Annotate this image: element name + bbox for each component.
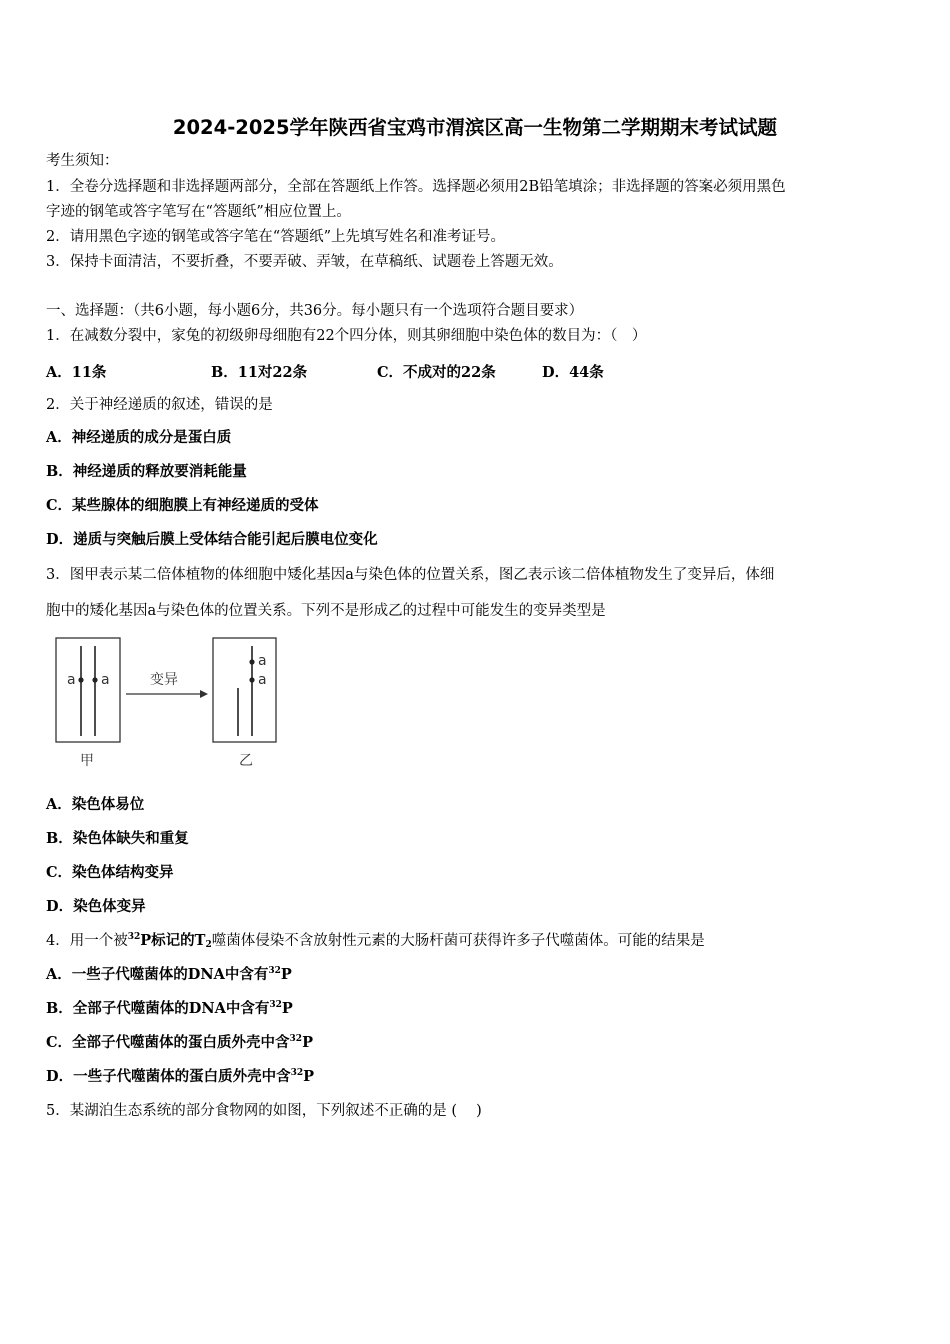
question-4-option-d-text: D．一些子代噬菌体的蛋白质外壳中含 (46, 1068, 291, 1085)
question-2-option-c: C．某些腺体的细胞膜上有神经递质的受体 (46, 497, 319, 514)
notice-item-1-line-1: 1．全卷分选择题和非选择题两部分，全部在答题纸上作答。选择题必须用2B铅笔填涂；非选择题的答案必须用黑色 (46, 179, 786, 195)
question-4-stem-part-2: P标记的T (140, 932, 206, 949)
question-4-option-c-isotope: 32 (289, 1034, 303, 1044)
question-1-option-c: C．不成对的22条 (377, 364, 496, 381)
notice-heading: 考生须知： (46, 153, 119, 169)
notice-item-2: 2．请用黑色字迹的钢笔或答字笔在“答题纸”上先填写姓名和准考证号。 (46, 229, 506, 245)
question-4-option-c (46, 1033, 313, 1053)
cell-jia-box (56, 638, 120, 742)
cell-yi-gene-locus-bottom (249, 677, 254, 682)
question-1-option-a: A．11条 (46, 364, 107, 381)
cell-yi-gene-locus-top (249, 659, 254, 664)
cell-jia-gene-locus-left (78, 677, 83, 682)
question-1-option-d: D．44条 (542, 364, 604, 381)
question-2-stem: 2．关于神经递质的叙述，错误的是 (46, 397, 273, 413)
page-title: 2024-2025学年陕西省宝鸡市渭滨区高一生物第二学期期末考试试题 (172, 116, 778, 139)
question-3-option-d: D．染色体变异 (46, 898, 146, 915)
question-4-option-d-isotope: 32 (290, 1068, 304, 1078)
question-4-stem-part-1: 4．用一个被 (46, 933, 128, 949)
question-4-isotope-mass: 32 (127, 932, 141, 942)
question-1-option-b: B．11对22条 (211, 364, 308, 381)
question-4-option-b (46, 999, 293, 1019)
section-heading: 一、选择题：（共6小题，每小题6分，共36分。每小题只有一个选项符合题目要求） (46, 303, 584, 319)
question-4-stem-part-3: 噬菌体侵染不含放射性元素的大肠杆菌可获得许多子代噬菌体。可能的结果是 (211, 933, 705, 949)
figure-label-jia: 甲 (80, 753, 94, 769)
variation-arrow-head (200, 690, 208, 698)
question-2-option-a: A．神经递质的成分是蛋白质 (46, 429, 232, 446)
question-4-option-d (46, 1067, 314, 1087)
question-4-option-b-text: B．全部子代噬菌体的DNA中含有 (46, 1000, 270, 1017)
question-3-option-b: B．染色体缺失和重复 (46, 830, 189, 847)
question-1-stem: 1．在减数分裂中，家兔的初级卵母细胞有22个四分体，则其卵细胞中染色体的数目为：（ ） (46, 328, 647, 344)
cell-yi-gene-label-bottom: a (258, 672, 267, 688)
question-4-option-c-text: C．全部子代噬菌体的蛋白质外壳中含 (46, 1034, 290, 1051)
question-2-option-d: D．递质与突触后膜上受体结合能引起后膜电位变化 (46, 531, 378, 548)
question-2-option-b: B．神经递质的释放要消耗能量 (46, 463, 247, 480)
question-4-option-c-element: P (302, 1034, 313, 1051)
question-4-option-b-isotope: 32 (269, 1000, 282, 1010)
question-3-stem-line-2: 胞中的矮化基因a与染色体的位置关系。下列不是形成乙的过程中可能发生的变异类型是 (46, 603, 606, 619)
cell-jia-gene-label-left: a (67, 672, 76, 688)
question-4-option-a (46, 965, 292, 985)
question-3-stem-line-1: 3．图甲表示某二倍体植物的体细胞中矮化基因a与染色体的位置关系，图乙表示该二倍体植物发生了变异后，体细 (46, 567, 775, 583)
question-3-option-c: C．染色体结构变异 (46, 864, 174, 881)
cell-yi-gene-label-top: a (258, 653, 267, 669)
question-4-phage-subscript: 2 (205, 940, 212, 950)
notice-item-1-line-2: 字迹的钢笔或答字笔写在“答题纸”相应位置上。 (46, 204, 351, 220)
figure-label-yi: 乙 (239, 753, 253, 769)
question-5-stem: 5．某湖泊生态系统的部分食物网的如图，下列叙述不正确的是 ( ) (46, 1103, 482, 1119)
question-3-option-a: A．染色体易位 (46, 796, 145, 813)
question-4-option-a-element: P (280, 966, 292, 983)
variation-arrow-label: 变异 (150, 672, 178, 688)
cell-jia-gene-label-right: a (101, 672, 110, 688)
notice-item-3: 3．保持卡面清洁，不要折叠，不要弄破、弄皱，在草稿纸、试题卷上答题无效。 (46, 254, 563, 270)
question-4-option-a-text: A．一些子代噬菌体的DNA中含有 (46, 966, 269, 983)
question-4-stem (46, 931, 705, 951)
question-4-option-b-element: P (281, 1000, 293, 1017)
question-4-option-a-isotope: 32 (268, 966, 281, 976)
question-4-option-d-element: P (303, 1068, 315, 1085)
cell-jia-gene-locus-right (92, 677, 97, 682)
chromosome-variation-figure (50, 632, 290, 777)
